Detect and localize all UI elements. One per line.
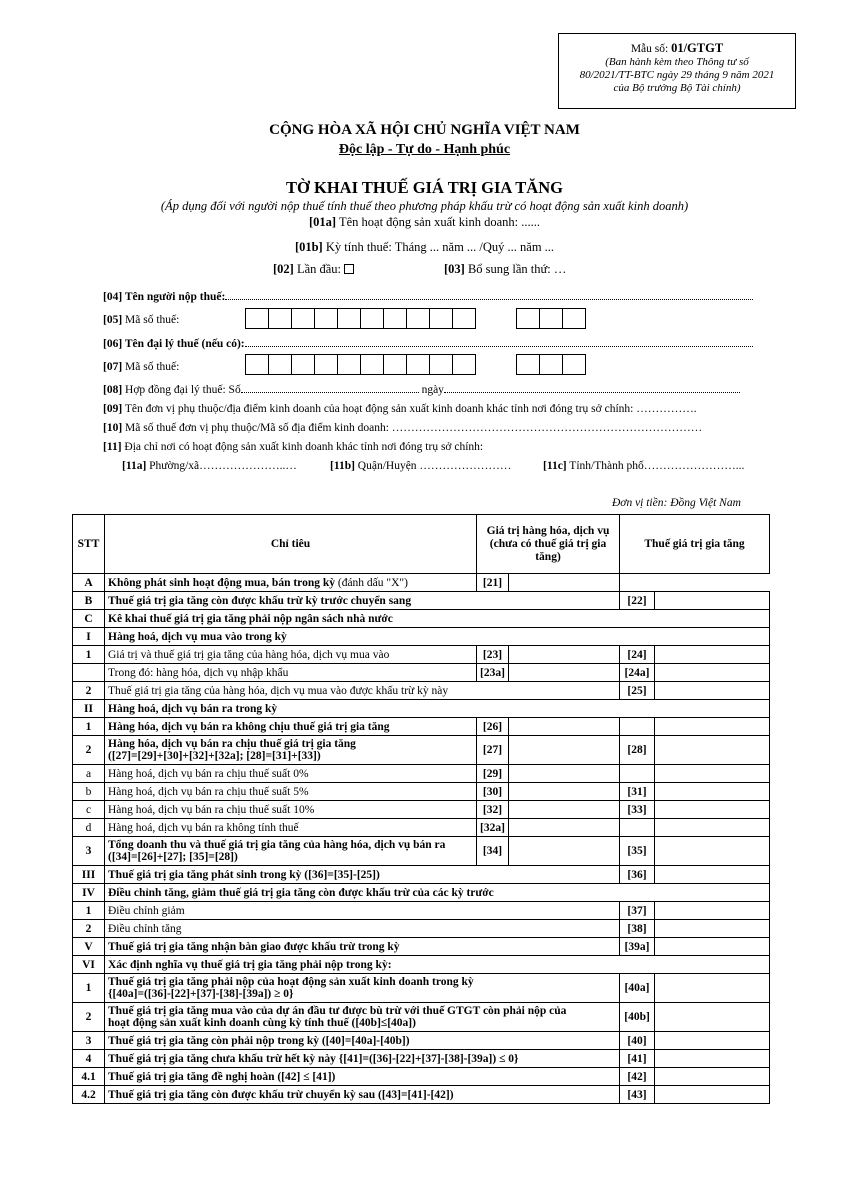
row-label: Xác định nghĩa vụ thuế giá trị gia tăng phải nộp trong kỳ: xyxy=(105,956,770,974)
code-11b: [11b] xyxy=(330,460,355,472)
form-title: TỜ KHAI THUẾ GIÁ TRỊ GIA TĂNG xyxy=(286,178,563,197)
value-cell[interactable] xyxy=(655,1003,770,1032)
value-cell[interactable] xyxy=(655,974,770,1003)
row-code: [34] xyxy=(477,837,509,866)
table-row xyxy=(73,736,770,765)
row-stt: 4 xyxy=(73,1050,105,1068)
table-row xyxy=(73,783,770,801)
row-label: Hàng hoá, dịch vụ bán ra chịu thuế suất 0% xyxy=(105,765,477,783)
contract-number-input[interactable] xyxy=(241,383,419,393)
form-number-box xyxy=(558,33,796,109)
row-label xyxy=(105,736,477,765)
code-01a: [01a] xyxy=(309,215,337,229)
agent-name-input[interactable] xyxy=(245,337,753,347)
row-code: [27] xyxy=(477,736,509,765)
table-row xyxy=(73,718,770,736)
form-code: 01/GTGT xyxy=(671,41,724,55)
row-code: [41] xyxy=(620,1050,655,1068)
code-11c: [11c] xyxy=(543,460,567,472)
row-code: [33] xyxy=(620,801,655,819)
table-row xyxy=(73,700,770,718)
agent-tax-code-suffix-cells[interactable] xyxy=(517,354,586,375)
row-stt: II xyxy=(73,700,105,718)
label-09: Tên đơn vị phụ thuộc/địa điểm kinh doanh của hoạt động sản xuất kinh doanh khác tỉnh nơi đóng trụ sở chính: ……………. xyxy=(122,403,697,415)
row-stt: c xyxy=(73,801,105,819)
row-stt: 2 xyxy=(73,1003,105,1032)
row-stt: 2 xyxy=(73,920,105,938)
code-04: [04] xyxy=(103,291,123,303)
row-code: [28] xyxy=(620,736,655,765)
row-label: Hàng hóa, dịch vụ bán ra không chịu thuế giá trị gia tăng xyxy=(105,718,477,736)
row-stt: 2 xyxy=(73,682,105,700)
header-stt: STT xyxy=(73,515,105,574)
row-code: [40a] xyxy=(620,974,655,1003)
code-10: [10] xyxy=(103,422,123,434)
table-row xyxy=(73,1032,770,1050)
row-stt: I xyxy=(73,628,105,646)
label-04: Tên người nộp thuế: xyxy=(122,291,226,303)
row-code: [29] xyxy=(477,765,509,783)
row-label-note: (đánh dấu "X") xyxy=(335,576,408,589)
value-cell[interactable] xyxy=(655,592,770,610)
value-cell[interactable] xyxy=(655,783,770,801)
value-cell[interactable] xyxy=(509,646,620,664)
row-code: [40] xyxy=(620,1032,655,1050)
row-code: [23] xyxy=(477,646,509,664)
row-code: [38] xyxy=(620,920,655,938)
row-label: Điều chỉnh tăng, giảm thuế giá trị gia tăng còn được khấu trừ của các kỳ trước xyxy=(105,884,770,902)
label-08: Hợp đồng đại lý thuế: Số xyxy=(122,384,241,396)
row-label: Hàng hoá, dịch vụ bán ra chịu thuế suất 5% xyxy=(105,783,477,801)
empty-cell xyxy=(620,718,655,736)
code-03: [03] xyxy=(444,262,465,276)
row-code: [22] xyxy=(620,592,655,610)
empty-cell xyxy=(620,765,655,783)
field-03 xyxy=(444,262,566,277)
row-label-formula: {[40a]=([36]-[22]+[37]-[38]-[39a]) ≥ 0} xyxy=(108,988,294,1000)
motto-text: Độc lập - Tự do - Hạnh phúc xyxy=(338,142,511,157)
value-cell[interactable] xyxy=(509,736,620,765)
label-10: Mã số thuế đơn vị phụ thuộc/Mã số địa điểm kinh doanh: ……………………………………………………………………… xyxy=(122,422,703,434)
tax-code-suffix-cells[interactable] xyxy=(517,308,586,329)
row-label: Thuế giá trị gia tăng đề nghị hoàn ([42] ≤ [41]) xyxy=(105,1068,620,1086)
table-header-row xyxy=(73,515,770,574)
field-01a xyxy=(0,215,849,230)
table-row xyxy=(73,628,770,646)
row-code: [36] xyxy=(620,866,655,884)
value-cell[interactable] xyxy=(655,646,770,664)
form-note-line3: của Bộ trưởng Bộ Tài chính) xyxy=(613,82,741,94)
value-cell[interactable] xyxy=(509,819,620,837)
row-code: [23a] xyxy=(477,664,509,682)
field-11a[interactable] xyxy=(122,460,297,472)
field-05 xyxy=(103,314,179,326)
form-note-line2: 80/2021/TT-BTC ngày 29 tháng 9 năm 2021 xyxy=(579,69,775,81)
empty-cell xyxy=(655,765,770,783)
field-08 xyxy=(103,383,740,396)
no-activity-checkbox-cell[interactable] xyxy=(509,574,620,592)
label-01b: Kỳ tính thuế: Tháng ... năm ... /Quý ... năm ... xyxy=(322,240,555,254)
label-06: Tên đại lý thuế (nếu có): xyxy=(122,338,245,350)
table-row xyxy=(73,884,770,902)
value-cell[interactable] xyxy=(655,1086,770,1104)
row-code: [32] xyxy=(477,801,509,819)
row-code: [40b] xyxy=(620,1003,655,1032)
label-02: Lần đầu: xyxy=(293,262,342,276)
code-05: [05] xyxy=(103,314,123,326)
value-cell[interactable] xyxy=(655,801,770,819)
agent-tax-code-cells[interactable] xyxy=(246,354,476,375)
row-stt: 1 xyxy=(73,718,105,736)
row-stt: III xyxy=(73,866,105,884)
header-value: Giá trị hàng hóa, dịch vụ (chưa có thuế giá trị gia tăng) xyxy=(477,515,620,574)
row-stt: 1 xyxy=(73,902,105,920)
row-label: Thuế giá trị gia tăng của hàng hóa, dịch vụ mua vào được khấu trừ kỳ này xyxy=(105,682,620,700)
row-label: Thuế giá trị gia tăng còn phải nộp trong kỳ ([40]=[40a]-[40b]) xyxy=(105,1032,620,1050)
value-cell[interactable] xyxy=(509,718,620,736)
field-11b[interactable] xyxy=(330,460,511,472)
table-row xyxy=(73,956,770,974)
table-row xyxy=(73,819,770,837)
table-row xyxy=(73,1050,770,1068)
row-label-text: Thuế giá trị gia tăng phải nộp của hoạt động sản xuất kinh doanh trong kỳ xyxy=(108,976,474,988)
currency-unit: Đơn vị tiền: Đồng Việt Nam xyxy=(612,497,741,509)
value-cell[interactable] xyxy=(655,1050,770,1068)
row-label: Điều chỉnh tăng xyxy=(105,920,620,938)
field-11 xyxy=(103,441,483,453)
code-11: [11] xyxy=(103,441,122,453)
table-row xyxy=(73,938,770,956)
field-10 xyxy=(103,422,702,434)
row-stt: 2 xyxy=(73,736,105,765)
value-cell[interactable] xyxy=(655,866,770,884)
row-label: Giá trị và thuế giá trị gia tăng của hàng hóa, dịch vụ mua vào xyxy=(105,646,477,664)
row-label: Thuế giá trị gia tăng nhận bàn giao được khấu trừ trong kỳ xyxy=(105,938,620,956)
empty-cell xyxy=(620,819,655,837)
code-06: [06] xyxy=(103,338,123,350)
table-row xyxy=(73,837,770,866)
table-row xyxy=(73,610,770,628)
row-stt: VI xyxy=(73,956,105,974)
motto xyxy=(0,142,849,158)
row-label: Hàng hoá, dịch vụ bán ra chịu thuế suất 10% xyxy=(105,801,477,819)
table-row xyxy=(73,592,770,610)
row-label xyxy=(105,1003,620,1032)
header-tax: Thuế giá trị gia tăng xyxy=(620,515,770,574)
row-stt: a xyxy=(73,765,105,783)
row-stt xyxy=(73,664,105,682)
row-label-text: Không phát sinh hoạt động mua, bán trong kỳ xyxy=(108,576,335,589)
empty-cell xyxy=(655,718,770,736)
row-label: Thuế giá trị gia tăng chưa khấu trừ hết kỳ này {[41]=([36]-[22]+[37]-[38]-[39a]) ≤ 0} xyxy=(105,1050,620,1068)
row-label: Điều chỉnh giảm xyxy=(105,902,620,920)
table-row xyxy=(73,646,770,664)
row-label xyxy=(105,574,477,592)
table-row xyxy=(73,1086,770,1104)
row-code: [39a] xyxy=(620,938,655,956)
table-row xyxy=(73,974,770,1003)
code-01b: [01b] xyxy=(294,240,323,254)
row-stt: 3 xyxy=(73,1032,105,1050)
field-09 xyxy=(103,403,697,415)
label-11c: Tỉnh/Thành phố……………………... xyxy=(566,460,745,472)
value-cell[interactable] xyxy=(655,736,770,765)
value-cell[interactable] xyxy=(509,801,620,819)
row-code: [42] xyxy=(620,1068,655,1086)
row-code: [24a] xyxy=(620,664,655,682)
row-label: Trong đó: hàng hóa, dịch vụ nhập khẩu xyxy=(105,664,477,682)
label-11a: Phường/xã…………………..… xyxy=(146,460,297,472)
row-stt: 3 xyxy=(73,837,105,866)
empty-cell xyxy=(620,574,770,592)
field-11c[interactable] xyxy=(543,460,744,472)
code-11a: [11a] xyxy=(122,460,147,472)
row-code: [21] xyxy=(477,574,509,592)
code-08: [08] xyxy=(103,384,123,396)
form-number-label: Mẫu số: xyxy=(630,43,672,55)
table-row xyxy=(73,902,770,920)
value-cell[interactable] xyxy=(655,1068,770,1086)
row-stt: b xyxy=(73,783,105,801)
row-stt: 4.1 xyxy=(73,1068,105,1086)
label-01a: Tên hoạt động sản xuất kinh doanh: ...... xyxy=(336,215,540,229)
row-code: [26] xyxy=(477,718,509,736)
contract-date-input[interactable] xyxy=(444,383,740,393)
row-label: Thuế giá trị gia tăng còn được khấu trừ kỳ trước chuyển sang xyxy=(105,592,620,610)
label-07: Mã số thuế: xyxy=(122,361,180,373)
code-07: [07] xyxy=(103,361,123,373)
field-07 xyxy=(103,361,179,373)
row-code: [35] xyxy=(620,837,655,866)
row-stt: A xyxy=(73,574,105,592)
row-label-text: Tổng doanh thu và thuế giá trị gia tăng của hàng hóa, dịch vụ bán ra xyxy=(108,839,446,851)
field-04 xyxy=(103,290,753,303)
row-label-text: Hàng hóa, dịch vụ bán ra chịu thuế giá trị gia tăng xyxy=(108,738,356,750)
table-row xyxy=(73,1068,770,1086)
field-02 xyxy=(273,262,354,277)
form-note-line1: (Ban hành kèm theo Thông tư số xyxy=(605,56,749,68)
value-cell[interactable] xyxy=(655,837,770,866)
code-02: [02] xyxy=(273,262,294,276)
value-cell[interactable] xyxy=(509,837,620,866)
row-stt: 4.2 xyxy=(73,1086,105,1104)
row-label-formula: ([34]=[26]+[27]; [35]=[28]) xyxy=(108,851,238,863)
value-cell[interactable] xyxy=(655,682,770,700)
row-label: Thuế giá trị gia tăng còn được khấu trừ chuyển kỳ sau ([43]=[41]-[42]) xyxy=(105,1086,620,1104)
row-label: Thuế giá trị gia tăng phát sinh trong kỳ ([36]=[35]-[25]) xyxy=(105,866,620,884)
row-stt: V xyxy=(73,938,105,956)
row-label-formula: ([27]=[29]+[30]+[32]+[32a]; [28]=[31]+[33]) xyxy=(108,750,321,762)
row-stt: C xyxy=(73,610,105,628)
row-label xyxy=(105,837,477,866)
row-stt: B xyxy=(73,592,105,610)
table-row xyxy=(73,682,770,700)
row-label: Hàng hoá, dịch vụ mua vào trong kỳ xyxy=(105,628,770,646)
table-row xyxy=(73,801,770,819)
empty-cell xyxy=(655,819,770,837)
value-cell[interactable] xyxy=(655,664,770,682)
row-label-formula: hoạt động sản xuất kinh doanh cùng kỳ tính thuế ([40b]≤[40a]) xyxy=(108,1017,416,1029)
value-cell[interactable] xyxy=(655,920,770,938)
declaration-table xyxy=(72,514,770,1104)
label-08-date: ngày xyxy=(421,384,444,396)
table-row xyxy=(73,765,770,783)
nation-heading: CỘNG HÒA XÃ HỘI CHỦ NGHĨA VIỆT NAM xyxy=(269,122,580,138)
tax-code-cells[interactable] xyxy=(246,308,476,329)
field-06 xyxy=(103,337,753,350)
row-label: Hàng hoá, dịch vụ bán ra không tính thuế xyxy=(105,819,477,837)
field-01b xyxy=(0,240,849,255)
row-label-text: Thuế giá trị gia tăng mua vào của dự án đầu tư được bù trừ với thuế GTGT còn phải nộp của xyxy=(108,1005,567,1017)
taxpayer-name-input[interactable] xyxy=(225,290,753,300)
table-row xyxy=(73,574,770,592)
row-code: [32a] xyxy=(477,819,509,837)
value-cell[interactable] xyxy=(509,664,620,682)
table-row xyxy=(73,866,770,884)
row-label xyxy=(105,974,620,1003)
value-cell[interactable] xyxy=(655,938,770,956)
header-item: Chỉ tiêu xyxy=(105,515,477,574)
value-cell[interactable] xyxy=(655,902,770,920)
row-code: [25] xyxy=(620,682,655,700)
row-stt: 1 xyxy=(73,974,105,1003)
value-cell[interactable] xyxy=(655,1032,770,1050)
row-code: [37] xyxy=(620,902,655,920)
label-11b: Quận/Huyện …………………… xyxy=(354,460,512,472)
row-code: [43] xyxy=(620,1086,655,1104)
row-code: [24] xyxy=(620,646,655,664)
code-09: [09] xyxy=(103,403,123,415)
value-cell[interactable] xyxy=(509,765,620,783)
first-time-checkbox[interactable] xyxy=(344,264,354,274)
label-03: Bổ sung lần thứ: … xyxy=(464,262,567,276)
row-label: Kê khai thuế giá trị gia tăng phải nộp ngân sách nhà nước xyxy=(105,610,770,628)
form-subtitle: (Áp dụng đối với người nộp thuế tính thuế theo phương pháp khấu trừ có hoạt động sản xuất kinh doanh) xyxy=(160,199,689,213)
table-row xyxy=(73,664,770,682)
row-stt: IV xyxy=(73,884,105,902)
label-11: Địa chỉ nơi có hoạt động sản xuất kinh doanh khác tỉnh nơi đóng trụ sở chính: xyxy=(121,441,484,453)
label-05: Mã số thuế: xyxy=(122,314,180,326)
row-code: [31] xyxy=(620,783,655,801)
value-cell[interactable] xyxy=(509,783,620,801)
row-stt: d xyxy=(73,819,105,837)
table-row xyxy=(73,1003,770,1032)
row-stt: 1 xyxy=(73,646,105,664)
row-code: [30] xyxy=(477,783,509,801)
table-row xyxy=(73,920,770,938)
row-label: Hàng hoá, dịch vụ bán ra trong kỳ xyxy=(105,700,770,718)
